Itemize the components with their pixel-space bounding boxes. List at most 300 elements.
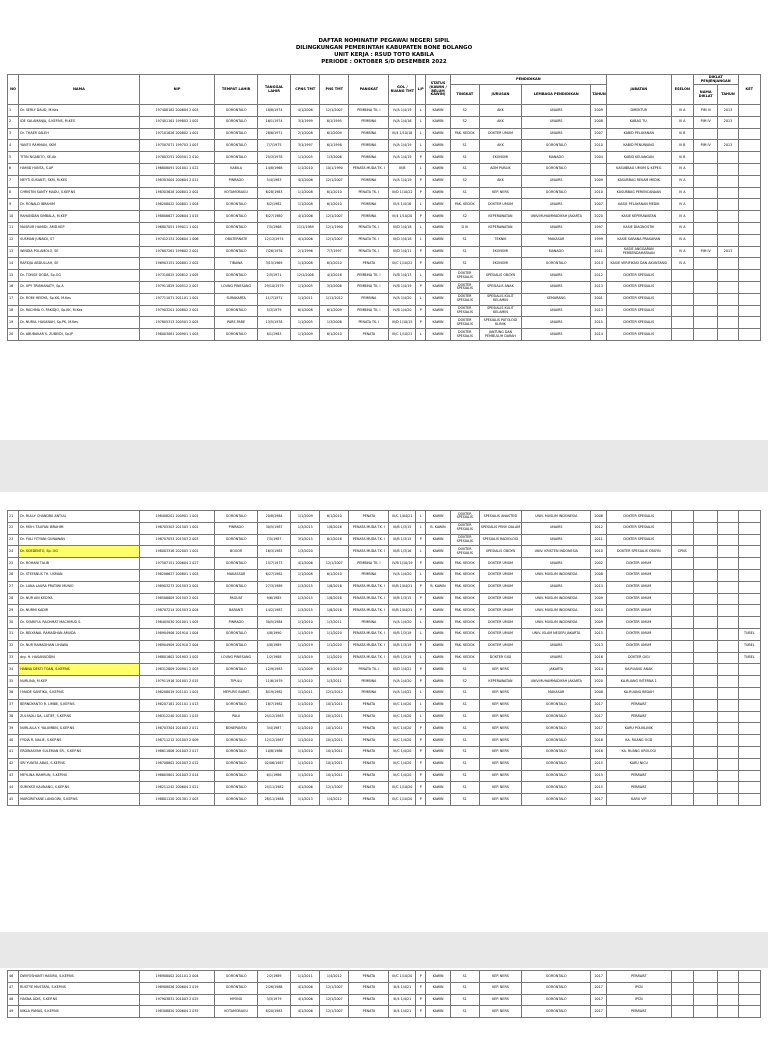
cell-tempat-lahir: PINRADO: [215, 617, 257, 629]
cell-pangkat: PENATA: [349, 994, 389, 1006]
page-1: [0, 0, 768, 440]
cell-lp: P: [416, 246, 426, 258]
cell-cpns-tmt: 4/1/2006: [291, 105, 320, 117]
cell-nama: Dr. BELYANAL RAMADHAN AMUDA: [19, 628, 139, 640]
cell-no: 23: [8, 534, 19, 546]
cell-jurusan: KEPERAWATAN: [479, 211, 521, 223]
cell-tahun: 2001: [591, 293, 607, 305]
cell-nama-diklat: [693, 770, 718, 782]
cell-tahun-diklat: [718, 569, 738, 581]
table-body: [8, 971, 761, 1018]
cell-no: 18: [8, 305, 19, 317]
cell-tempat-lahir: GORONTALO: [215, 794, 257, 806]
cell-pns-tmt: 12/1/2007: [320, 782, 349, 794]
cell-jabatan: DIREKTUR: [606, 105, 671, 117]
cell-tahun-diklat: [718, 175, 738, 187]
cell-eselon: [671, 605, 693, 617]
cell-lembaga: UNAIRS: [522, 558, 591, 570]
cell-no: 33: [8, 652, 19, 664]
cell-lembaga: UNAIRS: [522, 281, 591, 293]
cell-ket: TUBEL: [738, 640, 760, 652]
cell-eselon: [671, 758, 693, 770]
cell-pangkat: PENATA: [349, 982, 389, 994]
cell-eselon: [671, 581, 693, 593]
cell-nip: 198904906 201910 1 004: [139, 628, 215, 640]
cell-ket: [738, 163, 760, 175]
cell-cpns-tmt: 1/1/2011: [291, 687, 320, 699]
cell-pns-tmt: 1/1/2020: [320, 640, 349, 652]
cell-cpns-tmt: 4/1/2006: [291, 558, 320, 570]
table-body: [8, 511, 761, 806]
cell-ket: [738, 105, 760, 117]
page-2: [0, 492, 768, 932]
cell-cpns-tmt: 1/1/2005: [291, 317, 320, 329]
cell-pns-tmt: 10/1/2011: [320, 770, 349, 782]
cell-nama: NURLINA, M.KEP: [19, 676, 139, 688]
cell-jurusan: SPESIALIS PATOLOGI KLINIK: [479, 317, 521, 329]
cell-pns-tmt: 6/1/2010: [320, 187, 349, 199]
cell-lembaga: UNAIRS: [522, 640, 591, 652]
col-gol-ruang: GOL / RUANG TMT: [389, 75, 416, 105]
table-row: [8, 234, 761, 246]
cell-lembaga: GORONTALO: [522, 982, 591, 994]
cell-tanggal-lahir: 2/26/1988: [257, 982, 290, 994]
cell-nama-diklat: [693, 329, 718, 341]
cell-tempat-lahir: PINRADO: [215, 522, 257, 534]
cell-eselon: IV A: [671, 246, 693, 258]
cell-eselon: [671, 617, 693, 629]
cell-tanggal-lahir: 3/4/1987: [257, 723, 290, 735]
cell-jurusan: AKK: [479, 175, 521, 187]
cell-status: KAWIN: [426, 281, 451, 293]
cell-tempat-lahir: GORONTALO: [215, 152, 257, 164]
cell-pangkat: PENATA MUDA TK. I: [349, 534, 389, 546]
cell-cpns-tmt: 4/1/2006: [291, 1006, 320, 1018]
cell-nama: Dr. YULI FITYANI GUNAWAN: [19, 534, 139, 546]
cell-gol-ruang: III/B 1/3/15: [389, 593, 416, 605]
cell-tahun-diklat: [718, 994, 738, 1006]
cell-status: KAWIN: [426, 140, 451, 152]
cell-nama-diklat: [693, 971, 718, 983]
cell-no: 26: [8, 569, 19, 581]
cell-nip: 198003316 202003 1 001: [139, 546, 215, 558]
cell-pangkat: PEMBINA: [349, 128, 389, 140]
cell-nama-diklat: [693, 640, 718, 652]
cell-cpns-tmt: 1/1/2008: [291, 187, 320, 199]
cell-jurusan: DOKTER UMUM: [479, 581, 521, 593]
cell-pns-tmt: 6/1/2009: [320, 128, 349, 140]
cell-status: KAWIN: [426, 105, 451, 117]
cell-status: KAWIN: [426, 175, 451, 187]
cell-jurusan: KEP. NERS: [479, 982, 521, 994]
cell-pangkat: PEMBINA: [349, 175, 389, 187]
cell-tingkat: DOKTER SPESIALIS: [450, 511, 479, 523]
cell-gol-ruang: III/B 1/3/19: [389, 652, 416, 664]
cell-pangkat: PENATA TK. I: [349, 317, 389, 329]
cell-nip: 198303004 200604 2 011: [139, 175, 215, 187]
cell-eselon: [671, 994, 693, 1006]
cell-status: KAWIN: [426, 628, 451, 640]
cell-ket: [738, 558, 760, 570]
cell-jurusan: JANTUNG DAN PEMBULUH DARAH: [479, 329, 521, 341]
cell-gol-ruang: III/B 1/3/16: [389, 546, 416, 558]
table-row: [8, 982, 761, 994]
cell-nama-diklat: [693, 281, 718, 293]
cell-lp: L: [416, 522, 426, 534]
cell-jabatan: KA.RUANG ANAK: [606, 664, 671, 676]
cell-jabatan: DOKTER SPESIALIS: [606, 293, 671, 305]
cell-lembaga: GORONTALO: [522, 746, 591, 758]
cell-tempat-lahir: GORONTALO: [215, 558, 257, 570]
cell-pns-tmt: 12/1/2007: [320, 105, 349, 117]
cell-tempat-lahir: GORONTALO: [215, 735, 257, 747]
cell-ket: [738, 664, 760, 676]
cell-jabatan: DOKTER UMUM: [606, 581, 671, 593]
cell-jabatan: KASIE ANGGARAN PERBENDAHARAAN: [606, 246, 671, 258]
cell-nip: 198705303 201503 1 001: [139, 522, 215, 534]
cell-gol-ruang: IV/B 1/4/13: [389, 270, 416, 282]
cell-tingkat: D III: [450, 222, 479, 234]
cell-lp: P: [416, 558, 426, 570]
cell-tahun-diklat: 2013: [718, 246, 738, 258]
cell-pangkat: PENATA: [349, 758, 389, 770]
cell-nama-diklat: PIM IV: [693, 116, 718, 128]
cell-ket: [738, 281, 760, 293]
cell-lp: L: [416, 546, 426, 558]
cell-status: KAWIN: [426, 270, 451, 282]
cell-ket: [738, 175, 760, 187]
cell-tempat-lahir: GORONTALO: [215, 128, 257, 140]
cell-lembaga: UNAIRS: [522, 128, 591, 140]
cell-no: 8: [8, 187, 19, 199]
cell-cpns-tmt: 1/1/2010: [291, 758, 320, 770]
cell-eselon: [671, 522, 693, 534]
table-row: [8, 794, 761, 806]
cell-tahun: 2004: [591, 152, 607, 164]
cell-tahun-diklat: [718, 558, 738, 570]
cell-tingkat: PAK. KEDOK: [450, 199, 479, 211]
cell-tanggal-lahir: 30/5/1984: [257, 617, 290, 629]
cell-jabatan: DOKTER SPESIALIS: [606, 511, 671, 523]
cell-nip: 198611806 201003 2 017: [139, 746, 215, 758]
cell-status: KAWIN: [426, 152, 451, 164]
cell-lp: P: [416, 187, 426, 199]
cell-gol-ruang: IV/A 1/4/20: [389, 676, 416, 688]
cell-pangkat: PEMBINA: [349, 116, 389, 128]
cell-pangkat: PENATA MUDA TK. I: [349, 163, 389, 175]
cell-nip: 198208022 200801 1 004: [139, 199, 215, 211]
cell-nip: 198003081 200901 1 003: [139, 329, 215, 341]
cell-status: KAWIN: [426, 676, 451, 688]
cell-gol-ruang: III/B 1/04/21: [389, 605, 416, 617]
cell-nip: 197607261 199602 2 001: [139, 246, 215, 258]
cell-pangkat: PENATA MUDA TK. I: [349, 581, 389, 593]
cell-tahun: 2014: [591, 329, 607, 341]
header-line-2: DILINGKUNGAN PEMERINTAH KABUPATEN BONE BOLANGO: [295, 45, 473, 51]
cell-jurusan: KEP. NERS: [479, 1006, 521, 1018]
cell-eselon: [671, 982, 693, 994]
cell-cpns-tmt: 1/1/2010: [291, 746, 320, 758]
cell-no: 1: [8, 105, 19, 117]
cell-lp: P: [416, 676, 426, 688]
cell-tingkat: S1: [450, 746, 479, 758]
cell-tanggal-lahir: 12/12/1987: [257, 735, 290, 747]
cell-no: 34: [8, 664, 19, 676]
cell-lp: L: [416, 569, 426, 581]
cell-tahun: 2017: [591, 982, 607, 994]
cell-nama: Dr. ROHANI TALIB: [19, 558, 139, 570]
cell-eselon: [671, 317, 693, 329]
cell-lembaga: GORONTALO: [522, 782, 591, 794]
cell-jurusan: KEP. NERS: [479, 723, 521, 735]
cell-nama: IDE SALAMANJA, S.KEP.NS, M.KES: [19, 116, 139, 128]
cell-tahun-diklat: [718, 758, 738, 770]
cell-pns-tmt: 12/1/1990: [320, 222, 349, 234]
cell-lembaga: UNIV. MUSLIM INDONESIA: [522, 569, 591, 581]
cell-tanggal-lahir: 7/26/1976: [257, 246, 290, 258]
cell-pns-tmt: 1/4/2012: [320, 794, 349, 806]
cell-cpns-tmt: 4/1/2006: [291, 782, 320, 794]
cell-jabatan: DOKTER SPESIALIS: [606, 329, 671, 341]
cell-gol-ruang: IV/A 1/4/20: [389, 617, 416, 629]
cell-tanggal-lahir: 24/11/1982: [257, 782, 290, 794]
cell-status: KAWIN: [426, 163, 451, 175]
cell-nip: 196903151 200801 2 002: [139, 258, 215, 270]
cell-jurusan: KEP. NERS: [479, 770, 521, 782]
table-row: [8, 534, 761, 546]
cell-status: KAWIN: [426, 640, 451, 652]
cell-eselon: [671, 270, 693, 282]
cell-tanggal-lahir: 6/28/1983: [257, 187, 290, 199]
cell-lembaga: UNIV. MUSLIM INDONESIA: [522, 605, 591, 617]
cell-tanggal-lahir: 6/27/1980: [257, 211, 290, 223]
table-row: [8, 569, 761, 581]
cell-gol-ruang: III/B 1/3/15: [389, 522, 416, 534]
cell-jurusan: KEP. NERS: [479, 971, 521, 983]
cell-eselon: [671, 676, 693, 688]
cell-nama-diklat: [693, 687, 718, 699]
cell-lembaga: GORONTALO: [522, 699, 591, 711]
cell-nama-diklat: PIM III: [693, 105, 718, 117]
cell-tanggal-lahir: 02/06/1987: [257, 758, 290, 770]
cell-jurusan: DOKTER UMUM: [479, 593, 521, 605]
cell-pangkat: PENATA: [349, 258, 389, 270]
cell-jabatan: KA.RUANG INTERNA 1: [606, 676, 671, 688]
cell-eselon: [671, 723, 693, 735]
cell-tingkat: S1: [450, 994, 479, 1006]
table-row: [8, 994, 761, 1006]
cell-tempat-lahir: GORONTALO: [215, 140, 257, 152]
cell-gol-ruang: III/C 1/4/20: [389, 723, 416, 735]
cell-jabatan: KASIE KEPERAWATAN: [606, 211, 671, 223]
cell-gol-ruang: IV/A 1/4/22: [389, 687, 416, 699]
cell-tanggal-lahir: 18/7/1982: [257, 699, 290, 711]
cell-jurusan: SPESIALIS KULIT KELAMIN: [479, 293, 521, 305]
cell-ket: [738, 222, 760, 234]
cell-tempat-lahir: GORONTALO: [215, 305, 257, 317]
cell-cpns-tmt: 1/3/2020: [291, 546, 320, 558]
cell-nama-diklat: [693, 699, 718, 711]
cell-nama-diklat: [693, 187, 718, 199]
cell-tahun-diklat: [718, 605, 738, 617]
cell-lembaga: UNIV. MUSLIM INDONESIA: [522, 511, 591, 523]
cell-tanggal-lahir: 7/7/1975: [257, 140, 290, 152]
cell-tahun: 2016: [591, 735, 607, 747]
cell-no: 16: [8, 281, 19, 293]
cell-no: 11: [8, 222, 19, 234]
cell-ket: [738, 128, 760, 140]
cell-gol-ruang: III/C 1/4/20: [389, 770, 416, 782]
cell-eselon: [671, 534, 693, 546]
cell-pangkat: PEMBINA: [349, 617, 389, 629]
cell-jurusan: KEP. NERS: [479, 187, 521, 199]
cell-lp: L: [416, 699, 426, 711]
cell-nama: Dr. RONALD IBRAHIM: [19, 199, 139, 211]
cell-nama: CHRISTIN SANTY MADU, S.KEP.NS: [19, 187, 139, 199]
table-row: [8, 317, 761, 329]
cell-tahun-diklat: [718, 628, 738, 640]
col-tahun: TAHUN: [591, 85, 607, 105]
cell-nip: 198904909 201910 2 004: [139, 640, 215, 652]
cell-tahun: 2013: [591, 640, 607, 652]
cell-pns-tmt: 1/4/2012: [320, 971, 349, 983]
cell-eselon: [671, 782, 693, 794]
cell-lp: L: [416, 105, 426, 117]
col-nama: NAMA: [19, 75, 139, 105]
cell-nama-diklat: [693, 617, 718, 629]
cell-lembaga: UNAIRS: [522, 581, 591, 593]
cell-lp: P: [416, 994, 426, 1006]
cell-tingkat: PAK. KEDOK: [450, 593, 479, 605]
cell-tahun: 2017: [591, 711, 607, 723]
cell-eselon: IV A: [671, 199, 693, 211]
cell-tahun-diklat: 2013: [718, 140, 738, 152]
cell-status: B. KAWIN: [426, 522, 451, 534]
cell-pns-tmt: 1/8/2016: [320, 593, 349, 605]
col-jabatan: JABATAN: [606, 75, 671, 105]
cell-tahun: 2010: [591, 546, 607, 558]
cell-jabatan: KARU POLIKLINIK: [606, 723, 671, 735]
cell-eselon: [671, 735, 693, 747]
cell-tahun: 2014: [591, 664, 607, 676]
table-row: [8, 163, 761, 175]
table-row: [8, 676, 761, 688]
cell-pns-tmt: 10/1/2011: [320, 711, 349, 723]
cell-jabatan: KARU NICU: [606, 758, 671, 770]
cell-lembaga: UNIV. MUSLIM INDONESIA: [522, 593, 591, 605]
cell-nama: Dr. THAER SALEH: [19, 128, 139, 140]
cell-nama-diklat: PIM IV: [693, 140, 718, 152]
cell-tempat-lahir: GORONTALO: [215, 758, 257, 770]
table-row: [8, 699, 761, 711]
cell-tempat-lahir: KABILA: [215, 163, 257, 175]
cell-pangkat: PEMBINA: [349, 687, 389, 699]
cell-pangkat: PENATA TK. I: [349, 222, 389, 234]
cell-nip: 198408201 200901 1 001: [139, 511, 215, 523]
cell-tahun-diklat: [718, 234, 738, 246]
cell-jurusan: KEP. NERS: [479, 794, 521, 806]
cell-lp: L: [416, 329, 426, 341]
cell-cpns-tmt: 1/1/2009: [291, 329, 320, 341]
cell-status: KAWIN: [426, 116, 451, 128]
cell-tempat-lahir: MYONG: [215, 994, 257, 1006]
cell-tanggal-lahir: 28/6/1971: [257, 128, 290, 140]
cell-gol-ruang: III/C 1/4/20: [389, 746, 416, 758]
cell-lp: P: [416, 211, 426, 223]
cell-jurusan: SPESIALIS PENY. DALAM: [479, 522, 521, 534]
cell-nip: 198707053 201503 2 003: [139, 534, 215, 546]
cell-jurusan: DOKTER UMUM: [479, 199, 521, 211]
cell-eselon: IV A: [671, 175, 693, 187]
cell-tanggal-lahir: 14/2/1987: [257, 605, 290, 617]
cell-tingkat: S1: [450, 163, 479, 175]
cell-nama-diklat: [693, 746, 718, 758]
cell-nama-diklat: [693, 652, 718, 664]
cell-tahun-diklat: [718, 770, 738, 782]
cell-jabatan: DOKTER SPESIALIS OBGYN: [606, 546, 671, 558]
cell-tahun: 2013: [591, 305, 607, 317]
cell-nama-diklat: [693, 258, 718, 270]
table-row: [8, 687, 761, 699]
cell-no: 40: [8, 735, 19, 747]
cell-nama: SUSMAN JUNAIDI, ST: [19, 234, 139, 246]
cell-lp: L: [416, 140, 426, 152]
cell-tahun-diklat: [718, 746, 738, 758]
cell-tanggal-lahir: 8/1/1983: [257, 329, 290, 341]
cell-jurusan: KEP. NERS: [479, 994, 521, 1006]
cell-cpns-tmt: 1/1/2009: [291, 511, 320, 523]
cell-jabatan: KA. RUANG OGD: [606, 735, 671, 747]
cell-tingkat: PAK. KEDOK: [450, 569, 479, 581]
cell-tahun: 2015: [591, 628, 607, 640]
cell-status: KAWIN: [426, 187, 451, 199]
cell-nama: YANTO RAHMAN, SKM: [19, 140, 139, 152]
cell-tanggal-lahir: 2/5/1971: [257, 270, 290, 282]
cell-cpns-tmt: 4/1/2006: [291, 982, 320, 994]
cell-gol-ruang: IV/A 1/4/20: [389, 293, 416, 305]
cell-cpns-tmt: 2/1/1996: [291, 246, 320, 258]
cell-jabatan: KA. RUANG UROLOGI: [606, 746, 671, 758]
col-status: STATUS (KAWIN / BELUM KAWIN): [426, 75, 451, 105]
cell-eselon: [671, 711, 693, 723]
cell-jabatan: KASIE SARANA PRASARAN: [606, 234, 671, 246]
cell-no: 20: [8, 329, 19, 341]
cell-lembaga: UNAIRS: [522, 317, 591, 329]
cell-jurusan: SPESIALIS ANAK: [479, 281, 521, 293]
cell-nama: RAFIDJA ABDULLAH, SE: [19, 258, 139, 270]
cell-gol-ruang: III/D 1/10/22: [389, 187, 416, 199]
cell-tempat-lahir: BOGOR: [215, 546, 257, 558]
cell-gol-ruang: IV/B 1/10/19: [389, 558, 416, 570]
cell-tahun-diklat: [718, 293, 738, 305]
cell-tempat-lahir: LOUNG PINESANG: [215, 652, 257, 664]
cell-nip: 198707214 201503 2 004: [139, 605, 215, 617]
table-row: [8, 758, 761, 770]
cell-tahun: 2009: [591, 105, 607, 117]
table-row: [8, 187, 761, 199]
cell-gol-ruang: III/C 1/10/20: [389, 782, 416, 794]
employee-table-page-1: [7, 74, 761, 341]
cell-nip: 196807051 199011 1 001: [139, 222, 215, 234]
cell-ket: [738, 699, 760, 711]
cell-eselon: [671, 329, 693, 341]
cell-status: KAWIN: [426, 293, 451, 305]
cell-lembaga: MANADO: [522, 246, 591, 258]
cell-tempat-lahir: GORONTALO: [215, 628, 257, 640]
cell-tingkat: S1: [450, 687, 479, 699]
cell-ket: [738, 199, 760, 211]
cell-jabatan: PERAWAT: [606, 711, 671, 723]
